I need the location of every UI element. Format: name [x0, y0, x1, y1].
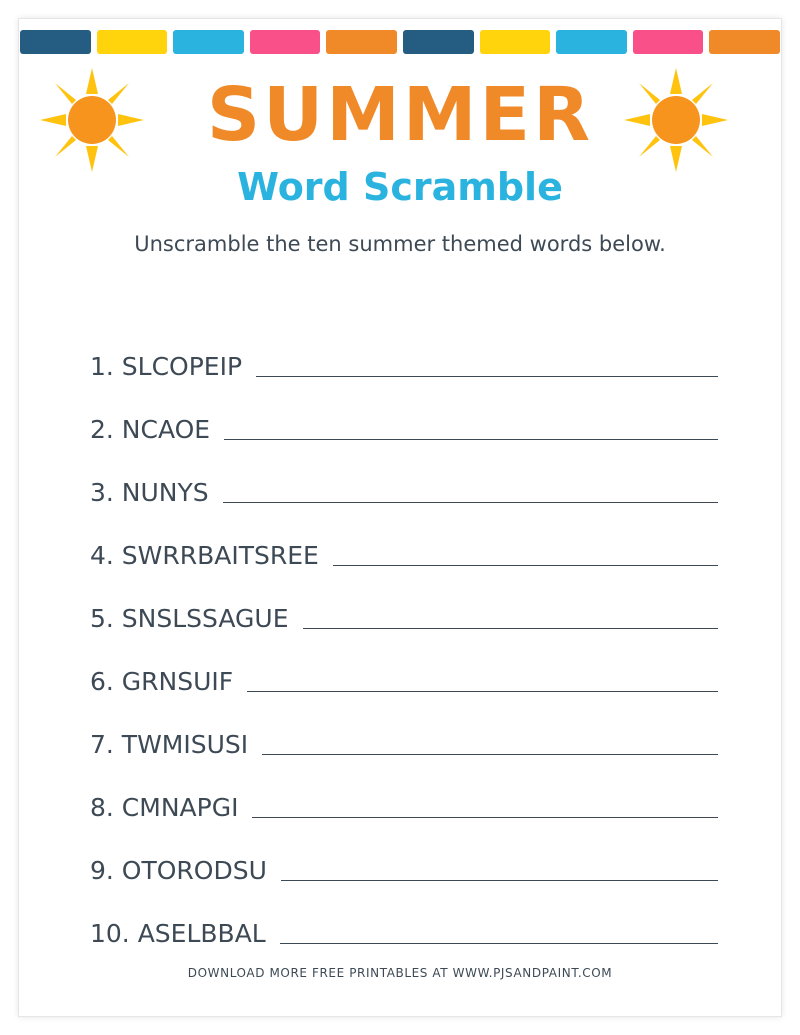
- scramble-word: 6. GRNSUIF: [90, 667, 234, 696]
- footer-text: DOWNLOAD MORE FREE PRINTABLES AT WWW.PJSANDPAINT.COM: [187, 966, 613, 980]
- list-item: [90, 509, 718, 572]
- scramble-word: 10. ASELBBAL: [90, 919, 266, 948]
- title-block: [18, 72, 782, 209]
- scramble-word: 4. SWRRBAITSREE: [90, 541, 319, 570]
- page-title: SUMMER: [206, 72, 594, 158]
- page-subtitle: Word Scramble: [237, 165, 563, 209]
- stripe: [480, 30, 551, 54]
- answer-blank[interactable]: [223, 502, 718, 503]
- stripe: [20, 30, 91, 54]
- answer-blank[interactable]: [262, 754, 718, 755]
- list-item: [90, 446, 718, 509]
- list-item: [90, 635, 718, 698]
- scramble-word: 2. NCAOE: [90, 415, 211, 444]
- stripe: [633, 30, 704, 54]
- scramble-word: 1. SLCOPEIP: [90, 352, 243, 381]
- list-item: [90, 383, 718, 446]
- instructions-text: Unscramble the ten summer themed words below.: [134, 232, 666, 256]
- scramble-word: 3. NUNYS: [90, 478, 209, 507]
- list-item: [90, 761, 718, 824]
- list-item: [90, 320, 718, 383]
- stripe: [556, 30, 627, 54]
- stripe: [173, 30, 244, 54]
- list-item: [90, 824, 718, 887]
- stripe: [326, 30, 397, 54]
- answer-blank[interactable]: [256, 376, 718, 377]
- stripe: [709, 30, 780, 54]
- stripe: [403, 30, 474, 54]
- stripe: [250, 30, 321, 54]
- stripe: [97, 30, 168, 54]
- scramble-word: 9. OTORODSU: [90, 856, 267, 885]
- scramble-word: 5. SNSLSSAGUE: [90, 604, 289, 633]
- answer-blank[interactable]: [252, 817, 718, 818]
- answer-blank[interactable]: [333, 565, 718, 566]
- answer-blank[interactable]: [247, 691, 718, 692]
- scramble-word: 7. TWMISUSI: [90, 730, 249, 759]
- answer-blank[interactable]: [281, 880, 718, 881]
- scramble-word: 8. CMNAPGI: [90, 793, 239, 822]
- list-item: [90, 887, 718, 950]
- answer-blank[interactable]: [303, 628, 719, 629]
- stripe-band: [18, 30, 782, 54]
- scramble-list: [90, 320, 718, 950]
- list-item: [90, 698, 718, 761]
- answer-blank[interactable]: [280, 943, 718, 944]
- answer-blank[interactable]: [224, 439, 718, 440]
- list-item: [90, 572, 718, 635]
